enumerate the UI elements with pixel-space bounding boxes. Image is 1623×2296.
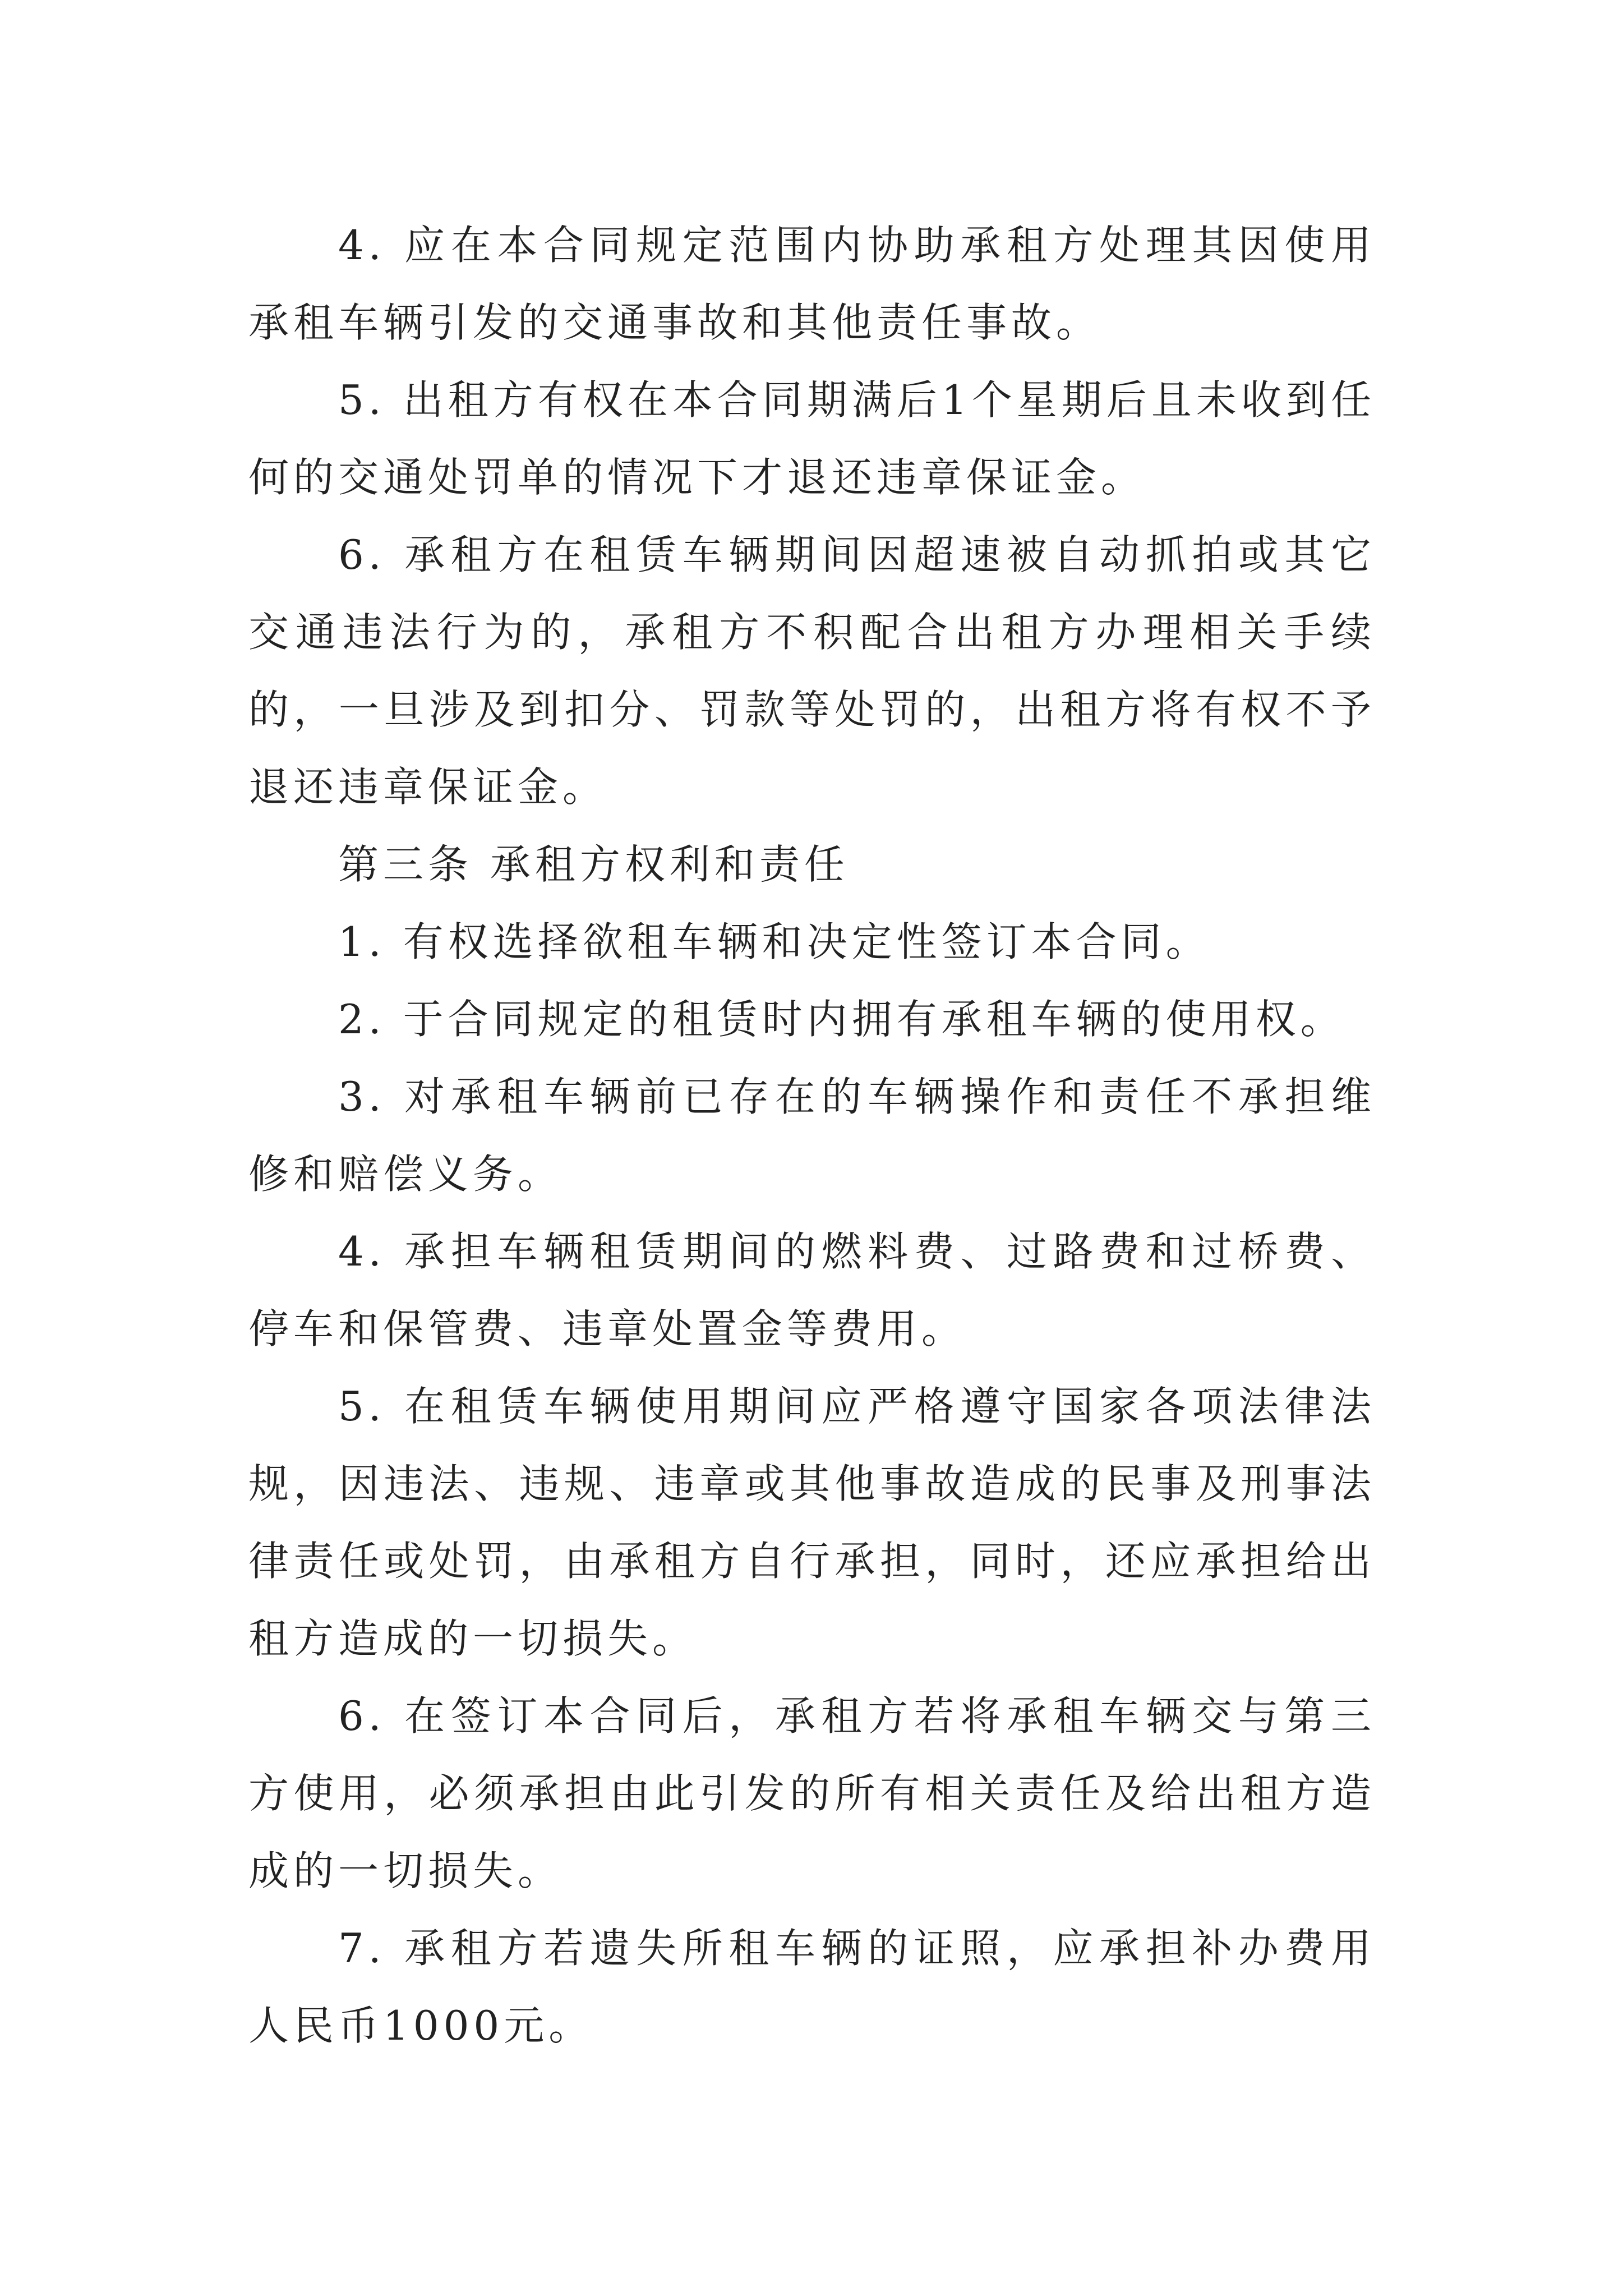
paragraph-clause-6: 6. 承租方在租赁车辆期间因超速被自动抓拍或其它交通违法行为的，承租方不积配合出租方办理相关手续的，一旦涉及到扣分、罚款等处罚的，出租方将有权不予退还违章保证金。 — [248, 531, 1376, 811]
paragraph-lessee-7: 7. 承租方若遗失所租车辆的证照，应承担补办费用人民币1000元。 — [248, 1925, 1376, 2049]
paragraph-lessee-6: 6. 在签订本合同后，承租方若将承租车辆交与第三方使用，必须承担由此引发的所有相关责任及给出租方造成的一切损失。 — [248, 1692, 1376, 1894]
paragraph-lessee-5: 5. 在租赁车辆使用期间应严格遵守国家各项法律法规，因违法、违规、违章或其他事故造成的民事及刑事法律责任或处罚，由承租方自行承担，同时，还应承担给出租方造成的一切损失。 — [248, 1383, 1376, 1662]
document-body — [248, 206, 1376, 2064]
paragraph-lessee-1: 1. 有权选择欲租车辆和决定性签订本合同。 — [338, 918, 1211, 965]
paragraph-lessee-3: 3. 对承租车辆前已存在的车辆操作和责任不承担维修和赔偿义务。 — [248, 1073, 1376, 1198]
paragraph-clause-5: 5. 出租方有权在本合同期满后1个星期后且未收到任何的交通处罚单的情况下才退还违章保证金。 — [248, 376, 1376, 501]
paragraph-lessee-2: 2. 于合同规定的租赁时内拥有承租车辆的使用权。 — [338, 996, 1345, 1043]
paragraph-lessee-4: 4. 承担车辆租赁期间的燃料费、过路费和过桥费、停车和保管费、违章处置金等费用。 — [248, 1228, 1376, 1352]
section-heading-article-3: 第三条 承租方权利和责任 — [338, 841, 849, 888]
paragraph-clause-4: 4. 应在本合同规定范围内协助承租方处理其因使用承租车辆引发的交通事故和其他责任事故。 — [248, 222, 1376, 346]
